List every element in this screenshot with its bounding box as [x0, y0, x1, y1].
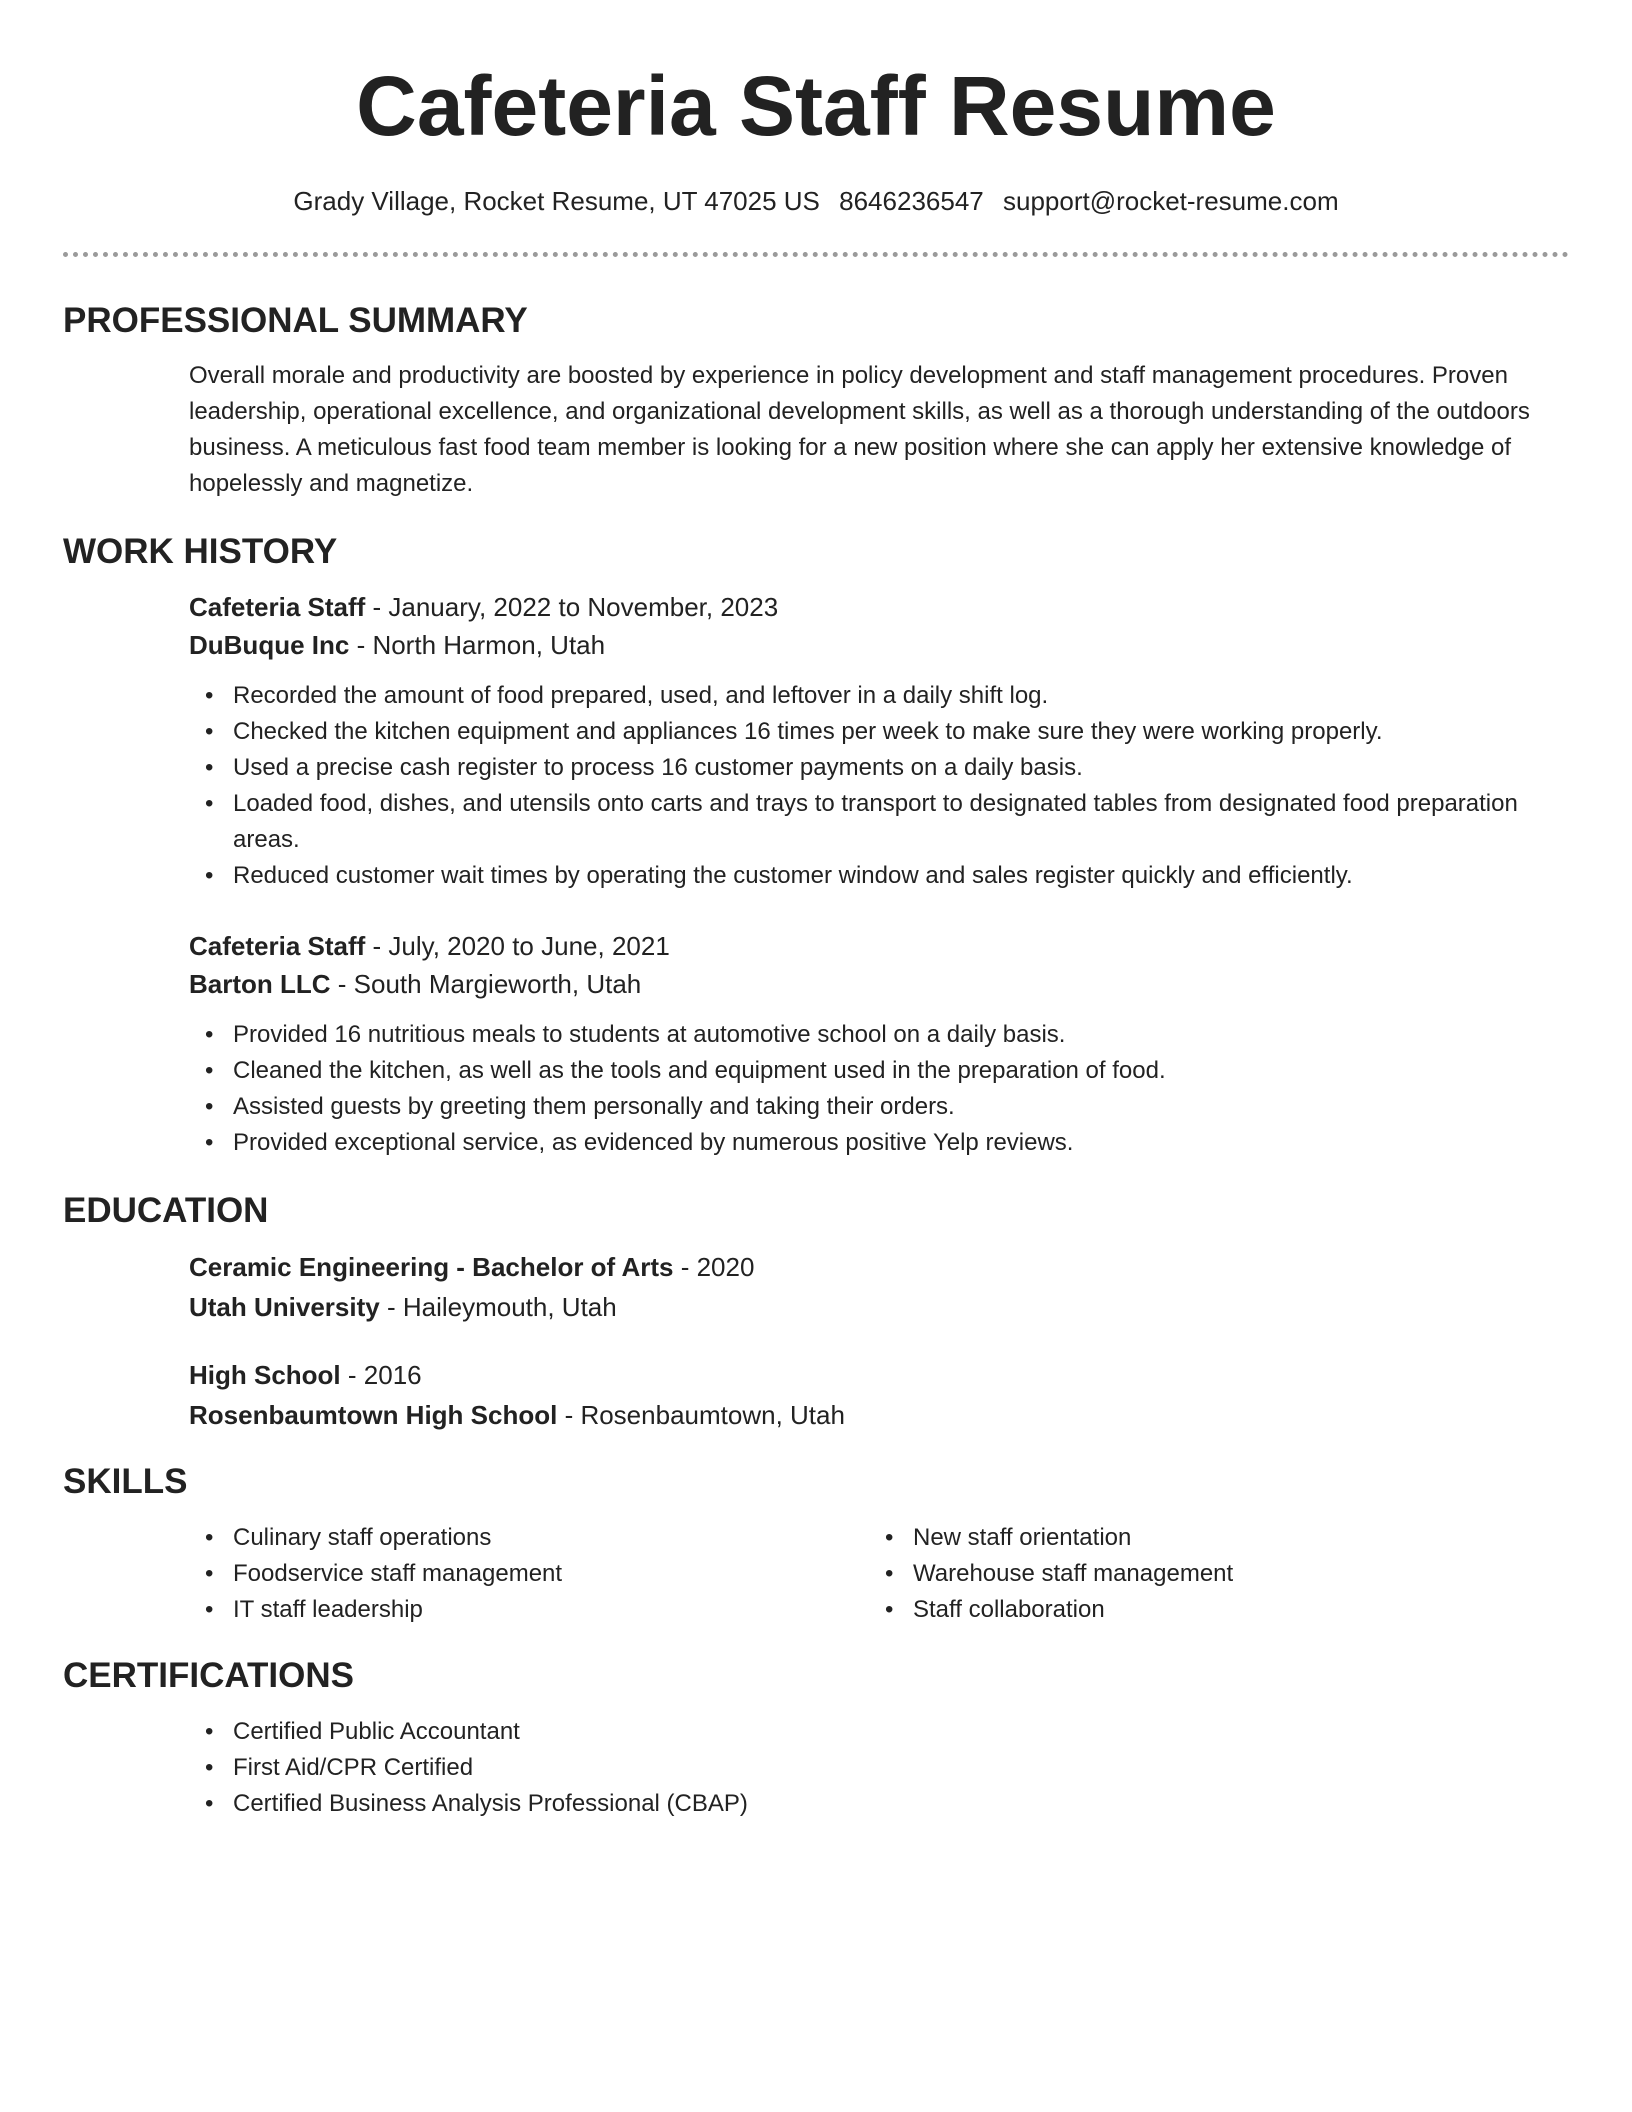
- address: Grady Village, Rocket Resume, UT 47025 US: [293, 186, 820, 216]
- job-company: DuBuque Inc: [189, 630, 350, 660]
- list-item: • Recorded the amount of food prepared, used, and leftover in a daily shift log.: [233, 678, 1569, 714]
- list-item: • IT staff leadership: [233, 1592, 743, 1628]
- job-title-line: [63, 927, 1569, 965]
- school: Rosenbaumtown High School: [189, 1400, 558, 1430]
- phone: 8646236547: [839, 186, 984, 216]
- list-item: • Warehouse staff management: [913, 1556, 1443, 1592]
- list-item: • Certified Public Accountant: [233, 1714, 1569, 1750]
- job-dates: - July, 2020 to June, 2021: [365, 931, 670, 961]
- job-location: - North Harmon, Utah: [349, 630, 606, 660]
- work-history-heading: WORK HISTORY: [63, 532, 338, 571]
- certifications-heading: CERTIFICATIONS: [63, 1656, 355, 1695]
- job-dates: - January, 2022 to November, 2023: [365, 592, 779, 622]
- job-company-line: [63, 626, 1569, 664]
- list-item: • Provided 16 nutritious meals to students at automotive school on a daily basis.: [233, 1017, 1569, 1053]
- job-bullets: [63, 1017, 1569, 1161]
- school-line: [63, 1396, 1569, 1434]
- list-item: • Staff collaboration: [913, 1592, 1443, 1628]
- list-item: • Used a precise cash register to process 16 customer payments on a daily basis.: [233, 750, 1569, 786]
- summary-heading: PROFESSIONAL SUMMARY: [63, 301, 528, 340]
- list-item: • Culinary staff operations: [233, 1520, 743, 1556]
- education-heading: EDUCATION: [63, 1191, 269, 1230]
- job-entry: [63, 927, 1569, 1161]
- skills-list-left: [63, 1520, 743, 1628]
- degree-line: [63, 1248, 1569, 1286]
- school-location: - Rosenbaumtown, Utah: [557, 1400, 845, 1430]
- job-company: Barton LLC: [189, 969, 331, 999]
- contact-line: [63, 184, 1569, 218]
- job-bullets: [63, 678, 1569, 894]
- list-item: • First Aid/CPR Certified: [233, 1750, 1569, 1786]
- school: Utah University: [189, 1292, 380, 1322]
- list-item: • Checked the kitchen equipment and appliances 16 times per week to make sure they were working properly.: [233, 714, 1569, 750]
- job-title: Cafeteria Staff: [189, 931, 366, 961]
- list-item: • Reduced customer wait times by operating the customer window and sales register quickly and efficiently.: [233, 858, 1569, 894]
- summary-text: Overall morale and productivity are boosted by experience in policy development and staff management procedures. Proven leadership, operational excellence, and organizational development skills, as well as a thorough understanding of the outdoors business. A meticulous fast food team member is looking for a new position where she can apply her extensive knowledge of hopelessly and magnetize.: [189, 362, 1530, 497]
- job-company-line: [63, 965, 1569, 1003]
- email[interactable]: support@rocket-resume.com: [1002, 186, 1339, 216]
- list-item: • Provided exceptional service, as evidenced by numerous positive Yelp reviews.: [233, 1125, 1569, 1161]
- job-location: - South Margieworth, Utah: [330, 969, 642, 999]
- resume-title: Cafeteria Staff Resume: [356, 59, 1276, 153]
- list-item: • Loaded food, dishes, and utensils onto carts and trays to transport to designated tables from designated food preparation areas.: [233, 786, 1569, 858]
- header-divider: [63, 252, 1569, 257]
- skills-heading: SKILLS: [63, 1462, 188, 1501]
- list-item: • Certified Business Analysis Professional (CBAP): [233, 1786, 1569, 1822]
- job-entry: [63, 588, 1569, 894]
- skills-list-right: [743, 1520, 1443, 1628]
- list-item: • Cleaned the kitchen, as well as the tools and equipment used in the preparation of food.: [233, 1053, 1569, 1089]
- school-line: [63, 1288, 1569, 1326]
- certifications-list: [63, 1714, 1569, 1822]
- school-location: - Haileymouth, Utah: [379, 1292, 617, 1322]
- skills-grid: [63, 1520, 1569, 1628]
- job-title-line: [63, 588, 1569, 626]
- education-year: - 2020: [673, 1252, 755, 1282]
- degree: Ceramic Engineering - Bachelor of Arts: [189, 1252, 674, 1282]
- list-item: • New staff orientation: [913, 1520, 1443, 1556]
- education-entry: [63, 1248, 1569, 1326]
- education-year: - 2016: [340, 1360, 422, 1390]
- list-item: • Foodservice staff management: [233, 1556, 743, 1592]
- list-item: • Assisted guests by greeting them personally and taking their orders.: [233, 1089, 1569, 1125]
- degree-line: [63, 1356, 1569, 1394]
- education-entry: [63, 1356, 1569, 1434]
- job-title: Cafeteria Staff: [189, 592, 366, 622]
- degree: High School: [189, 1360, 341, 1390]
